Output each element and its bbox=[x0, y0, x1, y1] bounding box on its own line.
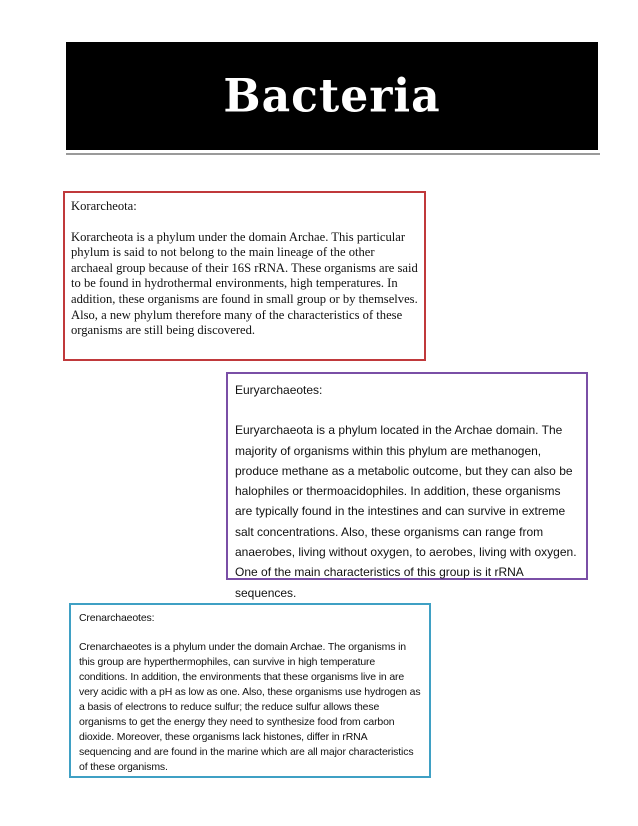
euryarchaeotes-heading: Euryarchaeotes: bbox=[235, 383, 323, 397]
korarcheota-box bbox=[63, 191, 426, 361]
title-banner bbox=[66, 42, 598, 150]
title-divider bbox=[66, 153, 600, 155]
euryarchaeotes-body: Euryarchaeota is a phylum located in the Archae domain. The majority of organisms within this phylum are methanogen, produce methane as a metabolic outcome, but they can also be halophiles or thermoacidophiles. In addition, these organisms are typically found in the intestines and can survive in extreme salt concentrations. Also, these organisms can range from anaerobes, living without oxygen, to aerobes, living with oxygen. One of the main characteristics of this group is it rRNA sequences. bbox=[235, 423, 577, 600]
korarcheota-body: Korarcheota is a phylum under the domain Archae. This particular phylum is said to not belong to the main lineage of the other archaeal group because of their 16S rRNA. These organisms are said to be found in hydrothermal environments, high temperatures. In addition, these organisms are found in small group or by themselves. Also, a new phylum therefore many of the characteristics of these organisms are still being discovered. bbox=[71, 229, 418, 338]
crenarchaeotes-box bbox=[69, 603, 431, 778]
euryarchaeotes-box bbox=[226, 372, 588, 600]
page-title: Bacteria bbox=[223, 69, 441, 123]
korarcheota-heading: Korarcheota: bbox=[71, 199, 137, 213]
crenarchaeotes-body: Crenarchaeotes is a phylum under the domain Archae. The organisms in this group are hyperthermophiles, can survive in high temperature conditions. In addition, the environments that these organisms live in are very acidic with a pH as low as one. Also, these organisms use hydrogen as a basis of electrons to reduce sulfur; the reduce sulfur allows these organisms to get the energy they need to synthesize food from carbon dioxide. Moreover, these organisms lack histones, differ in rRNA sequencing and are found in the marine which are all major characteristics of these organisms. bbox=[79, 641, 421, 773]
crenarchaeotes-heading: Crenarchaeotes: bbox=[79, 612, 155, 624]
